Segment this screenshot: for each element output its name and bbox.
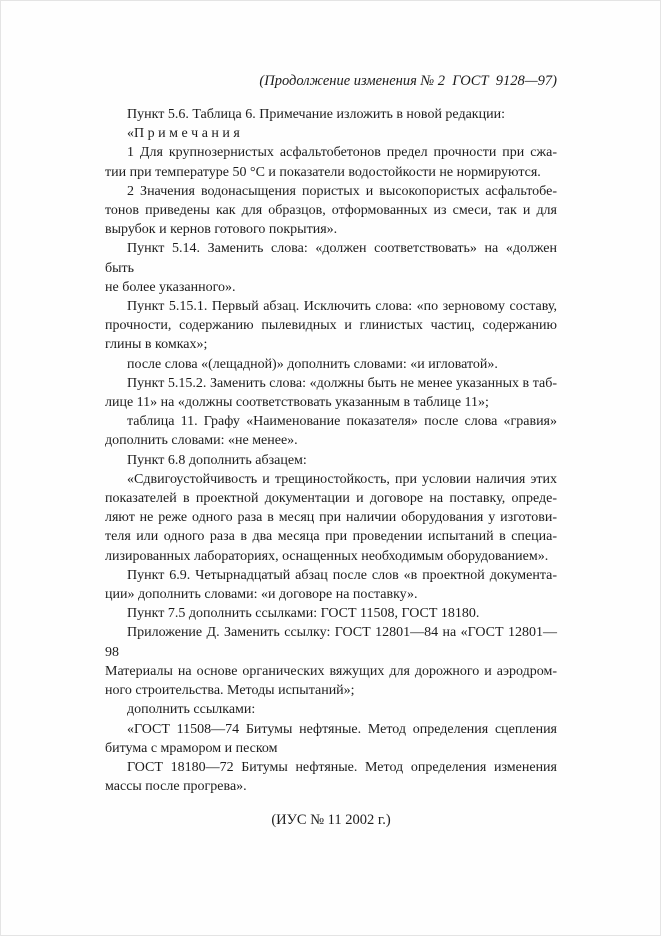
text-line: лизированных лабораториях, оснащенных необходимым оборудованием». [105,548,549,564]
text-line: глины в комках»; [105,337,208,353]
text-line: массы после прогрева». [105,779,247,795]
paragraph [105,105,557,124]
paragraph [105,758,557,796]
text-line: тонов приведены как для образцов, отформованных из смеси, так и для [105,203,557,219]
paragraph [105,700,557,719]
ius-reference: (ИУС № 11 2002 г.) [271,812,391,829]
text-line: Пункт 6.8 дополнить абзацем: [127,452,307,468]
text-line: Пункт 5.6. Таблица 6. Примечание изложить в новой редакции: [127,107,505,122]
text-line: Пункт 7.5 дополнить ссылками: ГОСТ 11508, ГОСТ 18180. [127,606,480,622]
text-line: тии при температуре 50 °С и показатели водостойкости не нормируются. [105,164,541,180]
text-line: ляют не реже одного раза в месяц при наличии оборудования у изготови- [105,510,557,526]
paragraph [105,451,557,470]
text-line: «Сдвигоустойчивость и трещиностойкость, при условии наличия этих [127,471,557,487]
text-line: Приложение Д. Заменить ссылку: ГОСТ 12801—84 на «ГОСТ 12801—98 [105,625,557,660]
text-line: дополнить ссылками: [127,702,256,718]
paragraph [105,297,557,355]
text-line: таблица 11. Графу «Наименование показателя» после слова «гравия» [127,414,557,430]
paragraph [105,604,557,623]
text-line: ции» дополнить словами: «и договоре на поставку». [105,587,418,603]
paragraph [105,566,557,604]
paragraph [105,720,557,758]
paragraph [105,412,557,450]
running-header: (Продолжение изменения № 2 ГОСТ 9128—97) [259,73,557,89]
text-line: 2 Значения водонасыщения пористых и высокопористых асфальтобе- [127,183,557,199]
text-line: после слова «(лещадной)» дополнить словами: «и игловатой». [127,356,498,372]
paragraph [105,355,557,374]
text-line: Материалы на основе органических вяжущих для дорожного и аэродром- [105,663,557,679]
paragraph [105,374,557,412]
text-line: прочности, содержанию пылевидных и глинистых частиц, содержанию [105,318,557,334]
paragraph [105,470,557,566]
paragraph [105,143,557,181]
text-line: показателей в проектной документации и договоре на поставку, опреде- [105,491,557,507]
text-line: «П р и м е ч а н и я [127,126,240,142]
paragraph [105,182,557,240]
text-line: Пункт 5.15.2. Заменить слова: «должны быть не менее указанных в таб- [127,375,557,391]
paragraph [105,623,557,700]
text-line: ного строительства. Методы испытаний»; [105,683,355,699]
text-line: 1 Для крупнозернистых асфальтобетонов предел прочности при сжа- [127,145,557,161]
text-line: лице 11» на «должны соответствовать указанным в таблице 11»; [105,395,489,411]
text-line: битума с мрамором и песком [105,740,278,756]
text-line: «ГОСТ 11508—74 Битумы нефтяные. Метод определения сцепления [127,721,557,737]
text-line: вырубок и кернов готового покрытия». [105,222,338,238]
text-line: теля или одного раза в два месяца при проведении испытаний в специа- [105,529,557,545]
text-line: Пункт 5.14. Заменить слова: «должен соответствовать» на «должен быть [105,241,557,276]
text-line: Пункт 5.15.1. Первый абзац. Исключить слова: «по зерновому составу, [127,299,557,315]
text-line: ГОСТ 18180—72 Битумы нефтяные. Метод определения изменения [127,759,557,775]
paragraph [105,124,557,143]
document-body [105,105,557,796]
text-line: не более указанного». [105,279,236,295]
text-line: Пункт 6.9. Четырнадцатый абзац после слов «в проектной документа- [127,567,557,583]
paragraph [105,239,557,297]
text-line: дополнить словами: «не менее». [105,433,298,449]
